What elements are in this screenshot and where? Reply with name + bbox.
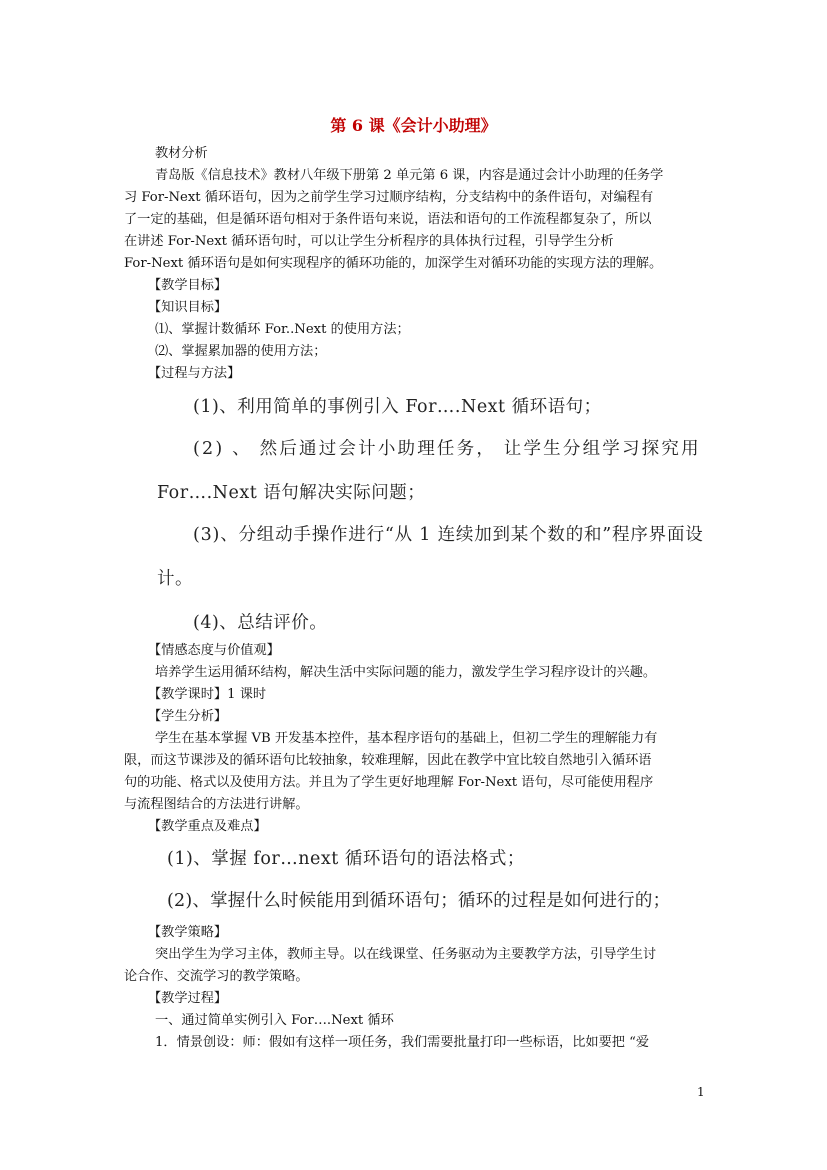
process-item-large: (4)、总结评价。 (193, 613, 328, 633)
knowledge-item: ⑵、掌握累加器的使用方法； (155, 344, 327, 359)
key-point-item-large: (2)、掌握什么时候能用到循环语句；循环的过程是如何进行的； (167, 891, 671, 911)
hours-value: 1 课时 (227, 687, 267, 702)
hours-label: 【教学课时】 (148, 687, 228, 702)
procedure-step: 一、通过简单实例引入 For….Next 循环 (155, 1013, 394, 1028)
paragraph-line: 1．情景创设：师：假如有这样一项任务，我们需要批量打印一些标语，比如要把 “爱 (155, 1035, 650, 1050)
process-item-large: (3)、分组动手操作进行“从 1 连续加到某个数的和”程序界面设 (193, 525, 704, 545)
paragraph-line: 培养学生运用循环结构，解决生活中实际问题的能力，激发学生学习程序设计的兴趣。 (155, 665, 657, 680)
paragraph-line: 在讲述 For-Next 循环语句时，可以让学生分析程序的具体执行过程，引导学生分析 (124, 234, 614, 249)
section-heading-textbook-analysis: 教材分析 (155, 146, 208, 161)
page-title: 第 6 课《会计小助理》 (330, 116, 497, 135)
paragraph-line: 习 For-Next 循环语句，因为之前学生学习过顺序结构，分支结构中的条件语句，对编程有 (124, 190, 654, 205)
process-item-large: (2) 、 然后通过会计小助理任务， 让学生分组学习探究用 (193, 439, 701, 459)
paragraph-line: 限，而这节课涉及的循环语句比较抽象，较难理解，因此在教学中宜比较自然地引入循环语 (124, 753, 652, 768)
teaching-hours (148, 684, 738, 706)
knowledge-item: ⑴、掌握计数循环 For..Next 的使用方法； (155, 322, 410, 337)
process-item-large: 计。 (157, 569, 193, 589)
paragraph-line: 论合作、交流学习的教学策略。 (124, 969, 309, 984)
section-heading-emotion: 【情感态度与价值观】 (148, 643, 280, 658)
paragraph-line: 句的功能、格式以及使用方法。并且为了学生更好地理解 For-Next 语句，尽可能使用程序 (124, 775, 654, 790)
key-point-item-large: (1)、掌握 for…next 循环语句的语法格式； (167, 849, 525, 869)
section-heading-process: 【过程与方法】 (148, 366, 241, 381)
section-heading-knowledge: 【知识目标】 (148, 300, 228, 315)
paragraph-line: 突出学生为学习主体，教师主导。以在线课堂、任务驱动为主要教学方法，引导学生讨 (155, 947, 657, 962)
section-heading-procedure: 【教学过程】 (148, 991, 228, 1006)
paragraph-line: For-Next 循环语句是如何实现程序的循环功能的，加深学生对循环功能的实现方法的理解。 (124, 256, 663, 271)
paragraph-line: 青岛版《信息技术》教材八年级下册第 2 单元第 6 课，内容是通过会计小助理的任务学 (155, 168, 664, 183)
page-number: 1 (697, 1085, 705, 1099)
process-item-large: (1)、利用简单的事例引入 For….Next 循环语句； (193, 397, 602, 417)
section-heading-students: 【学生分析】 (148, 709, 228, 724)
section-heading-key-points: 【教学重点及难点】 (148, 819, 267, 834)
paragraph-line: 与流程图结合的方法进行讲解。 (124, 797, 309, 812)
process-item-large: For….Next 语句解决实际问题； (157, 483, 426, 503)
paragraph-line: 学生在基本掌握 VB 开发基本控件，基本程序语句的基础上，但初二学生的理解能力有 (155, 731, 658, 746)
paragraph-line: 了一定的基础，但是循环语句相对于条件语句来说，语法和语句的工作流程都复杂了，所以 (124, 212, 652, 227)
section-heading-teaching-goals: 【教学目标】 (148, 278, 228, 293)
section-heading-strategy: 【教学策略】 (148, 925, 228, 940)
